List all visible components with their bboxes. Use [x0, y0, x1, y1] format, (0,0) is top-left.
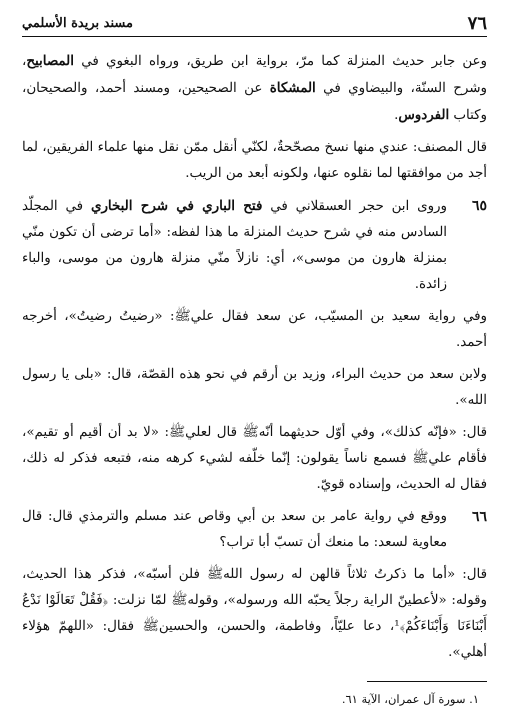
paragraph-text: وروى ابن حجر العسقلاني في	[262, 199, 447, 214]
paragraph-text: .	[394, 108, 399, 123]
source-title: فتح الباري في شرح البخاري	[90, 198, 263, 214]
paragraph	[22, 504, 487, 556]
paragraph-text: ولابن سعد من حديث البراء، وزيد بن أرقم في نحو هذه القصّة، قال: «بلى يا رسول الله».	[22, 367, 487, 408]
paragraph-number: ٦٥	[471, 198, 487, 214]
paragraph	[22, 562, 487, 666]
paragraph	[22, 362, 487, 414]
paragraph	[22, 135, 487, 187]
source-title: المصابيح	[26, 53, 74, 69]
source-title: المشكاة	[269, 80, 316, 96]
paragraph	[22, 304, 487, 356]
paragraph-text: ، وشرح السنّة، والبيضاوي في	[22, 54, 487, 96]
paragraph-text: قال المصنف: عندي منها نسخ مصحّحةٌ، لكنّي أنقل ممّن نقل منها علماء الفريقين، لما أجد من موافقتها لما نقلوه عنها، ولكونه أبعد من الريب.	[22, 140, 487, 181]
footnote-divider	[367, 681, 487, 682]
paragraph-text: قال: «فإنّه كذلك»، وفي أوّل حديثهما أنّهﷺ قال لعليﷺ: «لا بد أن أقيم أو تقيم»، فأقام عليﷺ فسمع ناساً يقولون: إنّما خلّفه لشيء كرهه منه، فتبعه فذكر له ذلك، فقال له الحديث، وإسناده قويّ.	[22, 425, 487, 492]
paragraph	[22, 420, 487, 498]
source-title: الفردوس	[398, 107, 450, 123]
page-number: ٧٦	[467, 12, 487, 34]
footnote: ١. سورة آل عمران، الآية ٦١.	[341, 692, 479, 706]
paragraph-text: قال: «أما ما ذكرتُ ثلاثاً قالهن له رسول اللهﷺ فلن أسبّه»، فذكر هذا الحديث، وقوله: «لأعطينّ الراية رجلاً يحبّه الله ورسوله»، وقولهﷺ لمّا نزلت: ﴿فَقُلْ تَعَالَوْا نَدْعُ أَبْنَاءَنَا وَأَبْنَاءَكُمْ﴾¹، دعا عليّاً، وفاطمة، والحسن، والحسينﷺ فقال: «اللهمّ هؤلاء أهلي».	[22, 567, 487, 660]
paragraph-text: وعن جابر حديث المنزلة كما مرّ، برواية ابن طريق، ورواه البغوي في	[73, 54, 487, 69]
book-title: مسند بريدة الأسلمي	[22, 15, 133, 31]
paragraph-text: في المجلّد السادس منه في شرح حديث المنزلة ما هذا لفظه: «أما ترضى أن تكون منّي بمنزلة هارون من موسى»، أي: نازلاً منّي منزلة هارون من موسى، والباء زائدة.	[22, 199, 447, 292]
page-header	[22, 10, 487, 37]
page-body	[22, 48, 487, 672]
paragraph	[22, 48, 487, 129]
paragraph	[22, 193, 487, 298]
paragraph-text: وفي رواية سعيد بن المسيّب، عن سعد فقال عليﷺ: «رضيتُ رضيتُ»، أخرجه أحمد.	[22, 309, 487, 350]
paragraph-text: عن الصحيحين، ومسند أحمد، والصحيحان، وكتاب	[22, 81, 487, 123]
paragraph-number: ٦٦	[471, 509, 487, 525]
paragraph-text: ووقع في رواية عامر بن سعد بن أبي وقاص عند مسلم والترمذي قال: قال معاوية لسعد: ما منعك أن تسبّ أبا تراب؟	[22, 509, 447, 550]
